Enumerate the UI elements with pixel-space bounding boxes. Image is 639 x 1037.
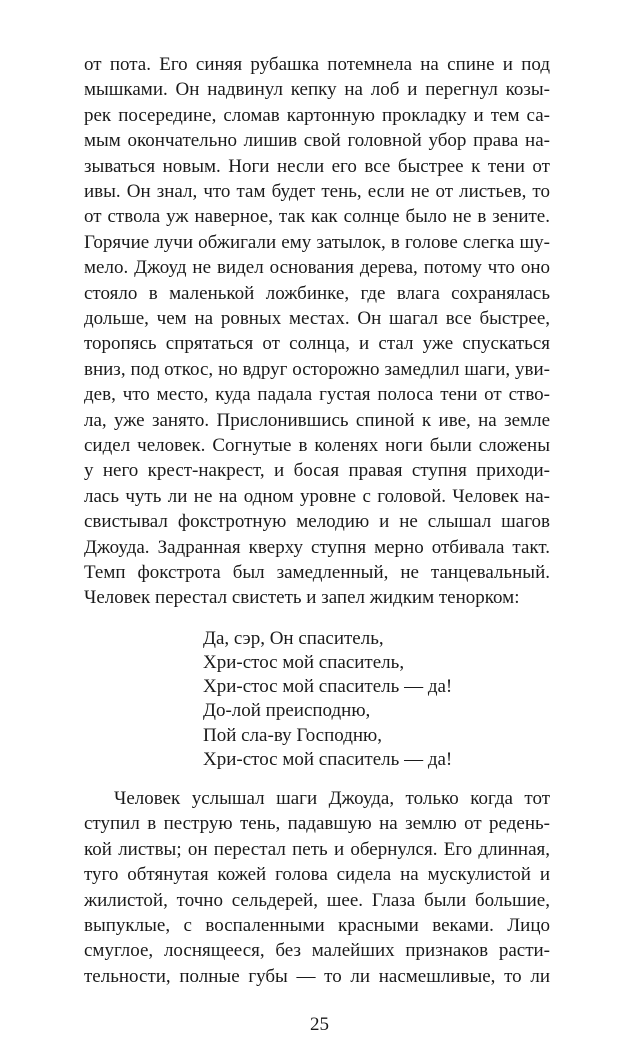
text-line: вниз, под откос, но вдруг осторожно замедлил шаги, уви- bbox=[84, 358, 550, 380]
text-line: от пота. Его синяя рубашка потемнела на спине и под bbox=[84, 54, 550, 75]
text-line: зываться новым. Ноги несли его все быстрее к тени от bbox=[84, 155, 550, 177]
text-line: Человек услышал шаги Джоуда, только когда тот bbox=[114, 788, 550, 809]
text-line: мым окончательно лишив свой головной убор права на- bbox=[84, 130, 550, 152]
verse-line: Пой сла-ву Господню, bbox=[203, 724, 383, 746]
verse-line: Хри-стос мой спаситель — да! bbox=[203, 748, 453, 770]
text-line: кой листвы; он перестал петь и обернулся. Его длинная, bbox=[84, 838, 550, 860]
text-line: у него крест-накрест, и босая правая ступня приходи- bbox=[84, 460, 550, 482]
text-line: туго обтянутая кожей голова сидела на мускулистой и bbox=[84, 864, 550, 886]
text-line: жилистой, точно сельдерей, шее. Глаза были большие, bbox=[84, 889, 550, 911]
text-line: торопясь спрятаться от солнца, и стал уже спускаться bbox=[84, 333, 550, 355]
text-line: Человек перестал свистеть и запел жидким тенорком: bbox=[84, 587, 520, 609]
text-line: мышками. Он надвинул кепку на лоб и перегнул козы- bbox=[84, 79, 550, 101]
text-line: Горячие лучи обжигали ему затылок, в голове слегка шу- bbox=[84, 231, 550, 253]
text-line: мело. Джоуд не видел основания дерева, потому что оно bbox=[84, 257, 550, 279]
text-line: смуглое, лоснящееся, без малейших признаков расти- bbox=[84, 940, 550, 962]
verse-line: Хри-стос мой спаситель, bbox=[203, 652, 405, 673]
text-line: от ствола уж наверное, так как солнце было не в зените. bbox=[84, 206, 550, 228]
text-line: выпуклые, с воспаленными красными веками. Лицо bbox=[84, 915, 550, 936]
text-line: свистывал фокстротную мелодию и не слышал шагов bbox=[84, 511, 550, 533]
page-number: 25 bbox=[310, 1014, 329, 1036]
text-line: Джоуда. Задранная кверху ступня мерно отбивала такт. bbox=[84, 536, 550, 558]
text-line: ивы. Он знал, что там будет тень, если не от листьев, то bbox=[84, 181, 550, 202]
text-line: ла, уже занято. Прислонившись спиной к иве, на земле bbox=[84, 409, 550, 431]
text-line: рек посередине, сломав картонную прокладку и тем са- bbox=[84, 104, 550, 126]
verse-line: Хри-стос мой спаситель — да! bbox=[203, 676, 453, 698]
text-line: ступил в пеструю тень, падавшую на землю от редень- bbox=[84, 813, 550, 835]
text-line: дев, что место, куда падала густая полоса тени от ство- bbox=[84, 384, 550, 406]
text-line: стояло в маленькой ложбинке, где влага сохранялась bbox=[84, 282, 550, 304]
text-line: лась чуть ли не на одном уровне с головой. Человек на- bbox=[84, 485, 550, 507]
text-line: сидел человек. Согнутые в коленях ноги были сложены bbox=[84, 435, 550, 456]
verse-line: Да, сэр, Он спаситель, bbox=[203, 627, 384, 649]
text-line: Темп фокстрота был замедленный, не танцевальный. bbox=[84, 562, 550, 583]
text-line: тельности, полные губы — то ли насмешливые, то ли bbox=[84, 965, 550, 987]
text-line: дольше, чем на ровных местах. Он шагал все быстрее, bbox=[84, 308, 550, 329]
verse-line: До-лой преисподню, bbox=[203, 700, 371, 722]
